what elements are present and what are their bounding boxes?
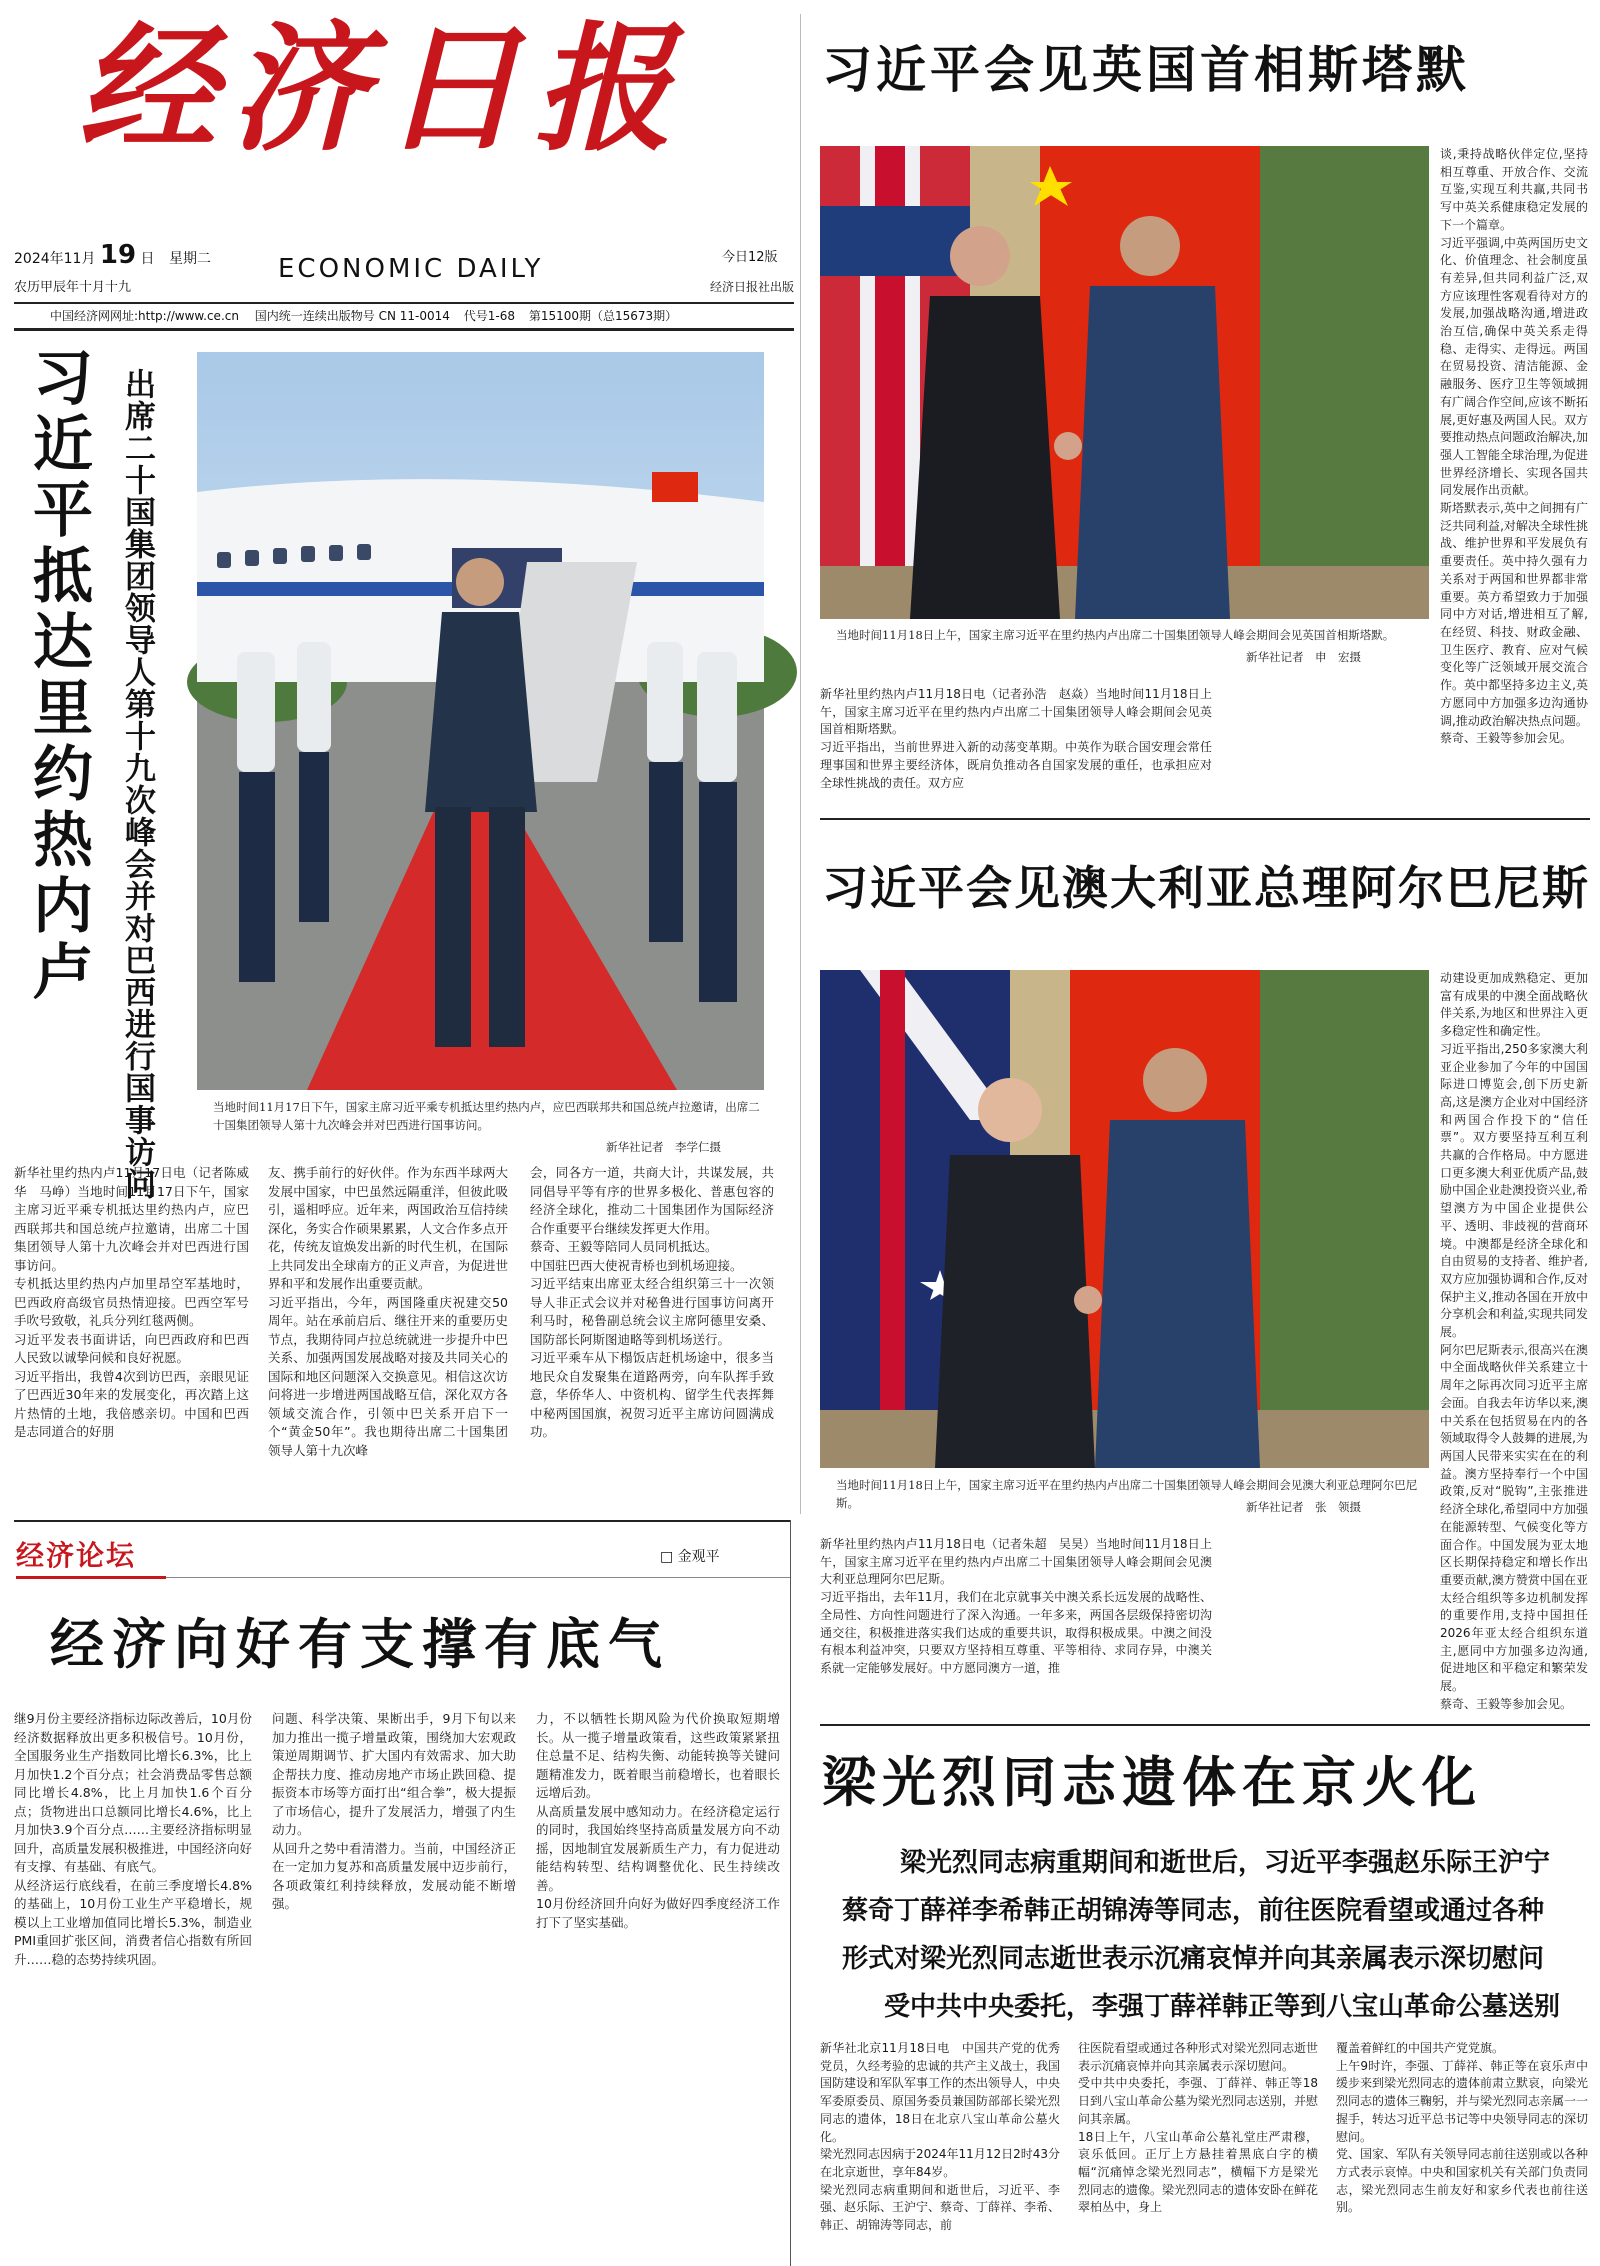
issue-code: 代号1-68 [463, 309, 515, 323]
liang-subheadline-3: 形式对梁光烈同志逝世表示沉痛哀悼并向其亲属表示深切慰问 [842, 1944, 1545, 1974]
uk-headline: 习近平会见英国首相斯塔默 [822, 41, 1470, 99]
publication-info [50, 307, 794, 324]
au-photo-caption: 当地时间11月18日上午，国家主席习近平在里约热内卢出席二十国集团领导人峰会期间会见澳大利亚总理阿尔巴尼斯。 [836, 1478, 1418, 1510]
lead-photo [197, 352, 764, 1090]
lead-photo-credit: 新华社记者 李学仁摄 [606, 1140, 721, 1154]
au-article-side: 动建设更加成熟稳定、更加富有成果的中澳全面战略伙伴关系,为地区和世界注入更多稳定性和确定性。 习近平指出,250多家澳大利亚企业参加了今年的中国国际进口博览会,创下历史新高,这是澳方企业对中国经济和两国合作投下的“信任票”。双方要坚持互利互利共赢的合作格局。中方愿进口更多澳大利亚优质产品,鼓励中国企业赴澳投资兴业,希望澳方为中国企业提供公平、透明、非歧视的营商环境。中澳都是经济全球化和自由贸易的支持者、维护者,双方应加强协调和合作,反对保护主义,推动各国在开放中分享机会和利益,实现共同发展。 阿尔巴尼斯表示,很高兴在澳中全面战略伙伴关系建立十周年之际再次同习近平主席会面。自我去年访华以来,澳中关系在包括贸易在内的各领域取得令人鼓舞的进展,为两国人民带来实实在在的利益。澳方坚持奉行一个中国政策,反对“脱钩”,主张推进经济全球化,希望同中方加强在能源转型、气候变化等方面合作。中国发展为亚太地区长期保持稳定和增长作出重要贡献,澳方赞赏中国在亚太经合组织等多边机制发挥的重要作用,支持中国担任2026年亚太经合组织东道主,愿同中方加强多边沟通,促进地区和平稳定和繁荣发展。 蔡奇、王毅等参加会见。 [1440, 971, 1588, 1711]
uk-photo [820, 146, 1429, 619]
uk-article-side: 谈,秉持战略伙伴定位,坚持相互尊重、开放合作、交流互鉴,实现互利共赢,共同书写中英关系健康稳定发展的下一个篇章。 习近平强调,中英两国历史文化、价值理念、社会制度虽有差异,但共同利益广泛,双方应该理性客观看待对方的发展,加强战略沟通,增进政治互信,确保中英关系走得稳、走得实、走得远。两国在贸易投资、清洁能源、金融服务、医疗卫生等领域拥有广阔合作空间,应该不断拓展,更好惠及两国人民。双方要推动热点问题政治解决,加强人工智能全球治理,为促进世界经济增长、实现各国共同发展作出贡献。 斯塔默表示,英中之间拥有广泛共同利益,对解决全球性挑战、维护世界和平发展负有重要责任。英中持久强有力关系对于两国和世界都非常重要。英方希望致力于加强同中方对话,增进相互了解,在经贸、科技、财政金融、卫生医疗、教育、应对气候变化等广泛领域开展交流合作。英中都坚持多边主义,英方愿同中方加强多边沟通协调,推动政治解决热点问题。 蔡奇、王毅等参加会见。 [1440, 147, 1588, 746]
liang-headline: 梁光烈同志遗体在京火化 [822, 1751, 1482, 1814]
lead-article-col1: 新华社里约热内卢11月17日电（记者陈威华 马峥）当地时间11月17日下午，国家主席习近平乘专机抵达里约热内卢，应巴西联邦共和国总统卢拉邀请，出席二十国集团领导人第十九次峰会并对巴西进行国事访问。 专机抵达里约热内卢加里昂空军基地时，巴西政府高级官员热情迎接。巴西空军号手吹号致敬，礼兵分列红毯两侧。 习近平发表书面讲话，向巴西政府和巴西人民致以诚挚问候和良好祝愿。 习近平指出，我曾4次到访巴西，亲眼见证了巴西近30年来的发展变化，再次踏上这片热情的土地，我倍感亲切。中国和巴西是志同道合的好朋 [14, 1165, 249, 1439]
lead-photo-caption: 当地时间11月17日下午，国家主席习近平乘专机抵达里约热内卢，应巴西联邦共和国总统卢拉邀请，出席二十国集团领导人第十九次峰会并对巴西进行国事访问。 [213, 1100, 760, 1132]
date-day: 19 [99, 240, 137, 270]
newspaper-logo: 经济日报 [78, 7, 687, 170]
au-headline: 习近平会见澳大利亚总理阿尔巴尼斯 [822, 861, 1590, 915]
au-photo-credit: 新华社记者 张 领摄 [1246, 1500, 1361, 1514]
cn-number: 国内统一连续出版物号 CN 11-0014 [254, 309, 450, 323]
liang-article-col1: 新华社北京11月18日电 中国共产党的优秀党员，久经考验的忠诚的共产主义战士，我国国防建设和军队军事工作的杰出领导人，中央军委原委员、原国务委员兼国防部部长梁光烈同志的遗体，18日在北京八宝山革命公墓火化。 梁光烈同志因病于2024年11月12日2时43分在北京逝世，享年84岁。 梁光烈同志病重期间和逝世后，习近平、李强、赵乐际、王沪宁、蔡奇、丁薛祥、李希、韩正、胡锦涛等同志，前 [820, 2041, 1061, 2233]
uk-article-continued [1220, 686, 1440, 792]
lead-subheadline: 出席二十国集团领导人第十九次峰会并对巴西进行国事访问 [119, 368, 155, 1200]
website: 中国经济网网址:http://www.ce.cn [50, 309, 239, 323]
airport-arrival-illustration [197, 352, 764, 1090]
lead-headline: 习近平抵达里约热内卢 [23, 346, 93, 1006]
issue-number: 第15100期（总15673期） [528, 309, 678, 323]
au-meeting-illustration [820, 970, 1429, 1468]
forum-article-col2: 问题、科学决策、果断出手，9月下旬以来加力推出一揽子增量政策，围绕加大宏观政策逆周期调节、扩大国内有效需求、加大助企帮扶力度、推动房地产市场止跌回稳、提振资本市场等方面打出“组合拳”，极大提振了市场信心，提升了发展活力，增强了内生动力。 从回升之势中看清潜力。当前，中国经济正在一定加力复苏和高质量发展中迈步前行，各项政策红利持续释放，发展动能不断增强。 [272, 1711, 516, 1911]
uk-photo-caption: 当地时间11月18日上午，国家主席习近平在里约热内卢出席二十国集团领导人峰会期间会见英国首相斯塔默。 [836, 628, 1395, 642]
issue-date [14, 240, 211, 270]
liang-article-col2: 往医院看望或通过各种形式对梁光烈同志逝世表示沉痛哀悼并向其亲属表示深切慰问。 受中共中央委托，李强、丁薛祥、韩正等18日到八宝山革命公墓为梁光烈同志送别，并慰问其亲属。 18日上午，八宝山革命公墓礼堂庄严肃穆，哀乐低回。正厅上方悬挂着黑底白字的横幅“沉痛悼念梁光烈同志”，横幅下方是梁光烈同志的遗像。梁光烈同志的遗体安卧在鲜花翠柏丛中，身上 [1078, 2041, 1319, 2215]
au-photo [820, 970, 1429, 1468]
uk-photo-credit: 新华社记者 申 宏摄 [1246, 650, 1361, 664]
english-name: ECONOMIC DAILY [278, 254, 544, 284]
lead-article-col2: 友、携手前行的好伙伴。作为东西半球两大发展中国家，中巴虽然远隔重洋，但彼此吸引，遥相呼应。近年来，两国政治互信持续深化，务实合作硕果累累，人文合作多点开花，传统友谊焕发出新的时代生机，在国际上共同发出全球南方的正义声音，为促进世界和平和发展作出重要贡献。 习近平指出，今年，两国隆重庆祝建交50周年。站在承前启后、继往开来的重要历史节点，我期待同卢拉总统就进一步提升中巴关系、加强两国发展战略对接及共同关心的国际和地区问题深入交换意见。相信这次访问将进一步增进两国战略互信，深化双方各领域交流合作，引领中巴关系开启下一个“黄金50年”。我也期待出席二十国集团领导人第十九次峰 [268, 1165, 508, 1458]
au-article-main: 新华社里约热内卢11月18日电（记者朱超 吴昊）当地时间11月18日上午，国家主席习近平在里约热内卢出席二十国集团领导人峰会期间会见澳大利亚总理阿尔巴尼斯。 习近平指出，去年11月，我们在北京就事关中澳关系长远发展的战略性、全局性、方向性问题进行了深入沟通。一年多来，两国各层级保持密切沟通交往，积极推进落实我们达成的重要共识，取得积极成果。中澳之间没有根本利益冲突，只要双方坚持相互尊重、平等相待、求同存异，中澳关系就一定能够发展好。中方愿同澳方一道，推 [820, 1537, 1212, 1675]
liang-subheadline-2: 蔡奇丁薛祥李希韩正胡锦涛等同志，前往医院看望或通过各种 [842, 1896, 1545, 1926]
lunar-date: 农历甲辰年十月十九 [14, 280, 132, 295]
date-suffix: 日 [140, 251, 155, 267]
forum-author: □ 金观平 [660, 1549, 720, 1565]
uk-meeting-illustration [820, 146, 1429, 619]
forum-article-col1: 继9月份主要经济指标边际改善后，10月份经济数据释放出更多积极信号。10月份，全国服务业生产指数同比增长6.3%，比上月加快1.2个百分点；社会消费品零售总额同比增长4.8%，比上月加快1.6个百分点；货物进出口总额同比增长4.6%，比上月加快3.9个百分点……主要经济指标明显回升，高质量发展积极推进，中国经济向好有支撑、有基础、有底气。 从经济运行底线看，在前三季度增长4.8%的基础上，10月份工业生产平稳增长，规模以上工业增加值同比增长5.3%，制造业PMI重回扩张区间，消费者信心指数有所回升……稳的态势持续巩固。 [14, 1711, 252, 1967]
weekday: 星期二 [169, 251, 211, 267]
date-year: 2024年11月 [14, 251, 96, 267]
forum-article-col3: 力，不以牺牲长期风险为代价换取短期增长。从一揽子增量政策看，这些政策紧紧扭住总量不足、结构失衡、动能转换等关键问题精准发力，既着眼当前稳增长，也着眼长远增后劲。 从高质量发展中感知动力。在经济稳定运行的同时，我国始终坚持高质量发展方向不动摇，因地制宜发展新质生产力，有力促进动能结构转型、结构调整优化、民生持续改善。 10月份经济回升向好为做好四季度经济工作打下了坚实基础。 [536, 1711, 780, 1930]
uk-article-main: 新华社里约热内卢11月18日电（记者孙浩 赵焱）当地时间11月18日上午，国家主席习近平在里约热内卢出席二十国集团领导人峰会期间会见英国首相斯塔默。 习近平指出，当前世界进入新的动荡变革期。中英作为联合国安理会常任理事国和世界主要经济体，既肩负推动各自国家发展的重任，也承担应对全球性挑战的责任。双方应 [820, 687, 1212, 790]
lead-article-col3: 会，同各方一道，共商大计，共谋发展，共同倡导平等有序的世界多极化、普惠包容的经济全球化，推动二十国集团作为国际经济合作重要平台继续发挥更大作用。 蔡奇、王毅等陪同人员同机抵达。 中国驻巴西大使祝青桥也到机场迎接。 习近平结束出席亚太经合组织第三十一次领导人非正式会议并对秘鲁进行国事访问离开利马时，秘鲁副总统会议主席阿德里安桑、国防部长阿斯图迪略等到机场送行。 习近平乘车从下榻饭店赶机场途中，很多当地民众自发聚集在道路两旁，向车队挥手致意，华侨华人、中资机构、留学生代表挥舞中秘两国国旗，祝贺习近平主席访问圆满成功。 [530, 1165, 774, 1439]
liang-subheadline-1: 梁光烈同志病重期间和逝世后，习近平李强赵乐际王沪宁 [900, 1848, 1551, 1878]
publisher: 经济日报社出版 [710, 280, 795, 294]
liang-subheadline-4: 受中共中央委托，李强丁薛祥韩正等到八宝山革命公墓送别 [884, 1992, 1561, 2022]
page-count: 今日12版 [722, 250, 778, 265]
liang-article-col3: 覆盖着鲜红的中国共产党党旗。 上午9时许，李强、丁薛祥、韩正等在哀乐声中缓步来到梁光烈同志的遗体前肃立默哀，向梁光烈同志的遗体三鞠躬，并与梁光烈同志亲属一一握手，转达习近平总书记等中央领导同志的深切慰问。 党、国家、军队有关领导同志前往送别或以各种方式表示哀悼。中央和国家机关有关部门负责同志，梁光烈同志生前友好和家乡代表也前往送别。 [1336, 2041, 1589, 2215]
forum-section-label: 经济论坛 [16, 1539, 137, 1572]
forum-headline: 经济向好有支撑有底气 [50, 1613, 670, 1676]
